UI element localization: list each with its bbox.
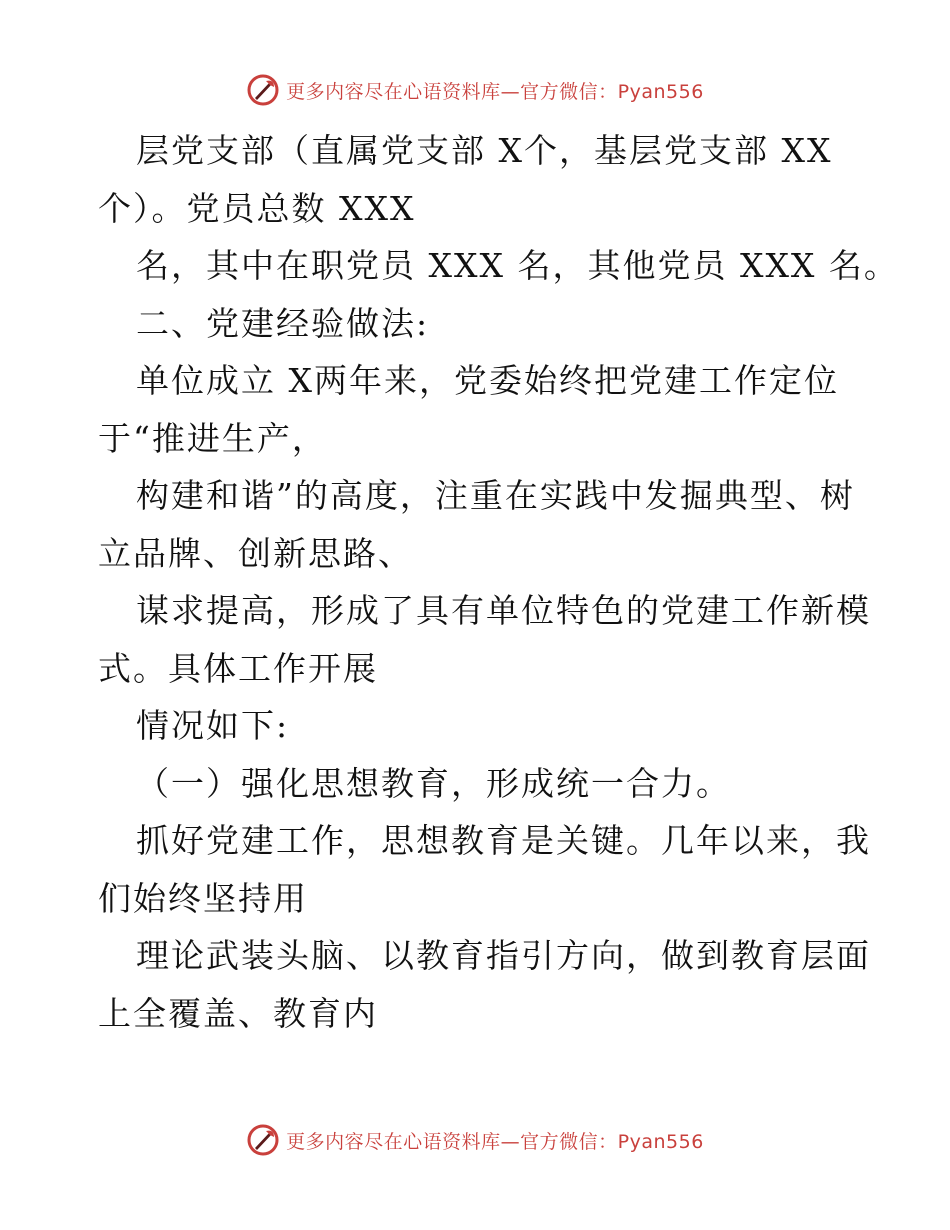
text-line: 单位成立 X两年来，党委始终把党建工作定位 — [136, 361, 839, 400]
text-line: 于“推进生产， — [98, 418, 327, 458]
footer-banner-text: 更多内容尽在心语资料库—官方微信：Pyan556 — [286, 1130, 704, 1153]
text-line: （一）强化思想教育，形成统一合力。 — [136, 763, 731, 803]
text-line: 构建和谐”的高度，注重在实践中发掘典型、树 — [136, 476, 855, 515]
quill-circle-icon — [246, 1123, 280, 1157]
text-line: 个）。党员总数 XXX — [98, 188, 416, 228]
header-banner-text: 更多内容尽在心语资料库—官方微信：Pyan556 — [286, 80, 704, 103]
text-line: 情况如下: — [136, 706, 290, 745]
text-line: 层党支部（直属党支部 X个，基层党支部 XX — [136, 131, 833, 170]
quill-circle-icon — [246, 73, 280, 107]
text-line: 立品牌、创新思路、 — [98, 533, 413, 573]
text-line: 们始终坚持用 — [98, 878, 308, 918]
footer-banner — [0, 1120, 950, 1160]
document-body — [98, 122, 899, 1042]
header-banner — [0, 70, 950, 110]
text-line: 式。具体工作开展 — [98, 648, 378, 688]
text-line: 名，其中在职党员 XXX 名，其他党员 XXX 名。 — [136, 246, 899, 285]
text-line: 二、党建经验做法: — [136, 303, 430, 343]
text-line: 抓好党建工作，思想教育是关键。几年以来，我 — [136, 821, 871, 860]
text-line: 谋求提高，形成了具有单位特色的党建工作新模 — [136, 591, 871, 630]
text-line: 理论武装头脑、以教育指引方向，做到教育层面 — [136, 936, 871, 975]
text-line: 上全覆盖、教育内 — [98, 993, 378, 1033]
